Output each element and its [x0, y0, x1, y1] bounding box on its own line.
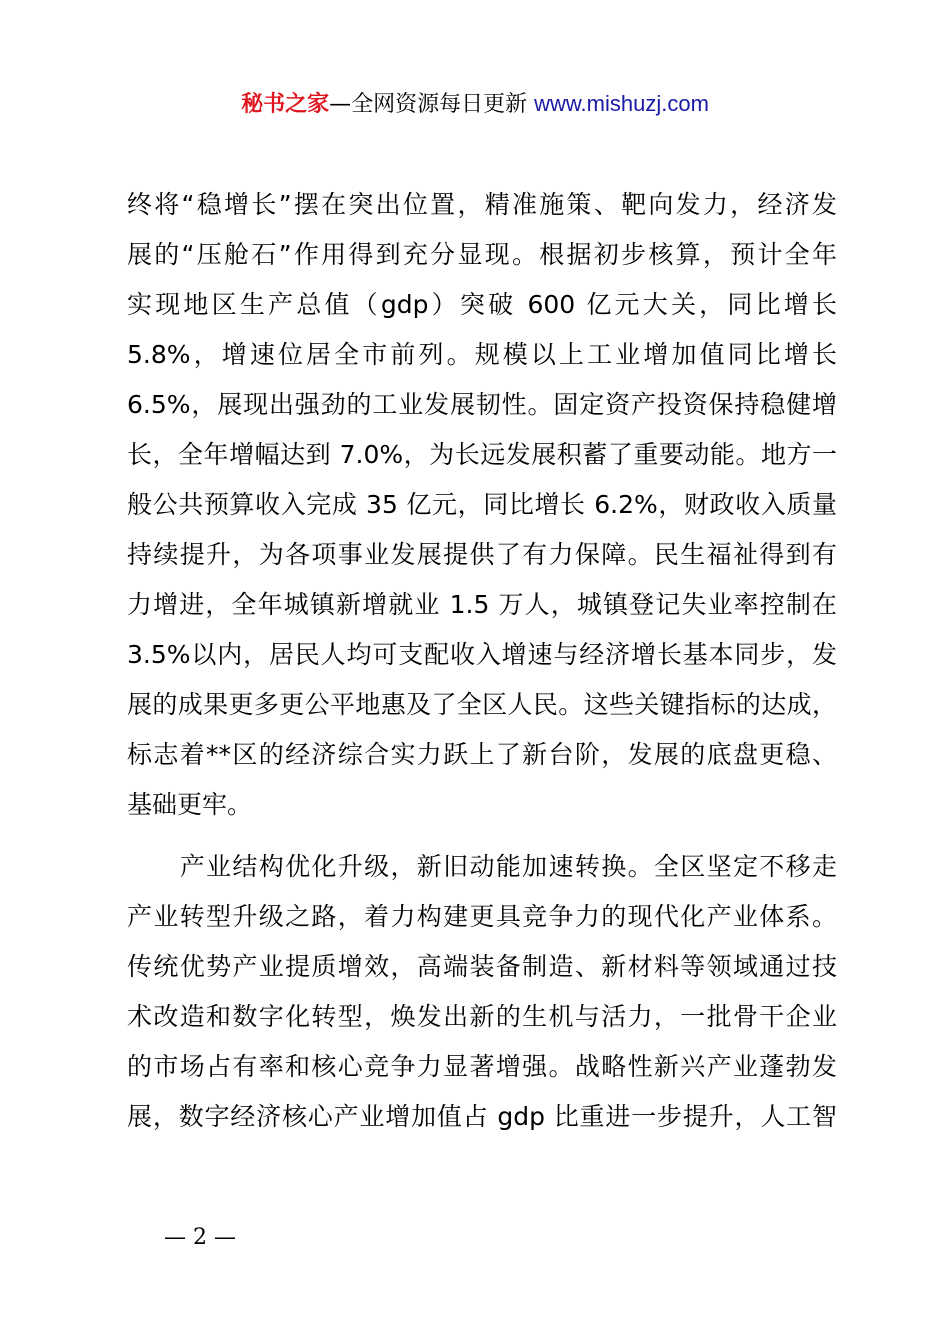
text-line: 基础更牢。: [127, 790, 253, 819]
text-line: 术改造和数字化转型，焕发出新的生机与活力，一批骨干企业: [127, 1002, 837, 1031]
document-body: [127, 180, 837, 1142]
page-number: — 2 —: [164, 1225, 236, 1250]
text-line: 标志着**区的经济综合实力跃上了新台阶，发展的底盘更稳、: [127, 740, 837, 769]
paragraph-spacer: [127, 830, 837, 842]
text-line: 般公共预算收入完成 35 亿元，同比增长 6.2%，财政收入质量: [127, 490, 837, 519]
site-url-link[interactable]: www.mishuzj.com: [534, 91, 709, 116]
text-line: 持续提升，为各项事业发展提供了有力保障。民生福祉得到有: [127, 540, 837, 569]
text-line: 的市场占有率和核心竞争力显著增强。战略性新兴产业蓬勃发: [127, 1052, 837, 1081]
site-header: [0, 88, 950, 121]
header-tagline: —全网资源每日更新: [329, 92, 535, 117]
text-line: 产业转型升级之路，着力构建更具竞争力的现代化产业体系。: [127, 902, 837, 931]
text-line: 展，数字经济核心产业增加值占 gdp 比重进一步提升，人工智: [127, 1102, 837, 1131]
text-line: 产业结构优化升级，新旧动能加速转换。全区坚定不移走: [127, 852, 837, 881]
text-line: 传统优势产业提质增效，高端装备制造、新材料等领域通过技: [127, 952, 837, 981]
text-line: 终将“稳增长”摆在突出位置，精准施策、靶向发力，经济发: [127, 190, 837, 219]
paragraph-economy: [127, 180, 837, 830]
text-line: 实现地区生产总值（gdp）突破 600 亿元大关，同比增长: [127, 290, 837, 319]
brand-name: 秘书之家: [241, 92, 330, 117]
text-line: 力增进，全年城镇新增就业 1.5 万人，城镇登记失业率控制在: [127, 590, 837, 619]
text-line: 展的“压舱石”作用得到充分显现。根据初步核算，预计全年: [127, 240, 837, 269]
text-line: 长，全年增幅达到 7.0%，为长远发展积蓄了重要动能。地方一: [127, 440, 837, 469]
text-line: 6.5%，展现出强劲的工业发展韧性。固定资产投资保持稳健增: [127, 390, 837, 419]
text-line: 展的成果更多更公平地惠及了全区人民。这些关键指标的达成，: [127, 690, 837, 719]
paragraph-industry: [127, 842, 837, 1142]
text-line: 3.5%以内，居民人均可支配收入增速与经济增长基本同步，发: [127, 640, 837, 669]
text-line: 5.8%，增速位居全市前列。规模以上工业增加值同比增长: [127, 340, 837, 369]
